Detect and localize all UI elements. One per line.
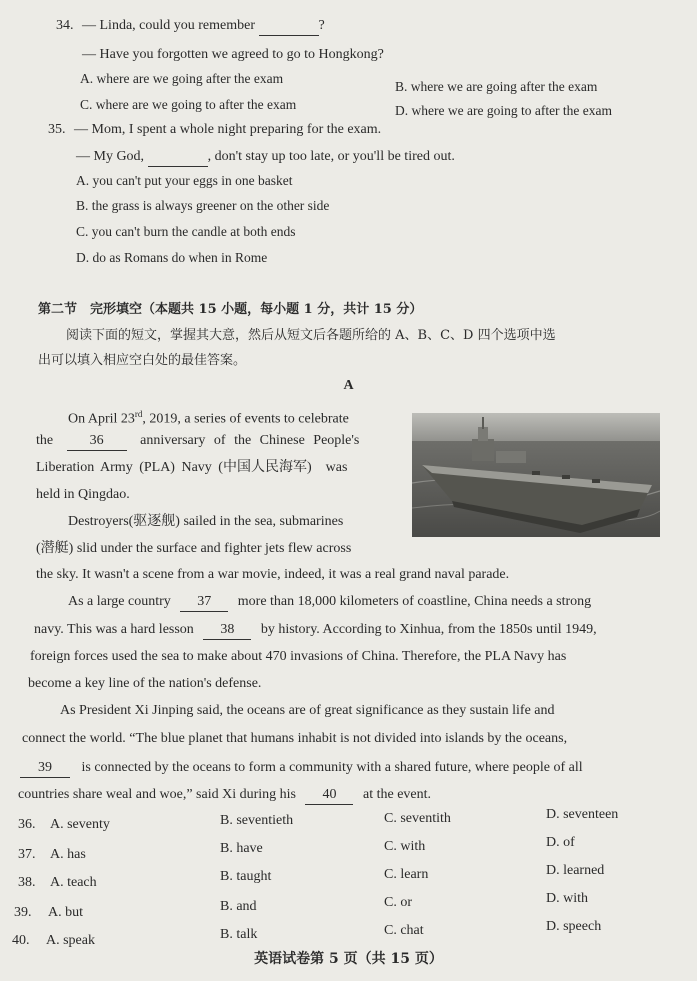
choice-d: D. of bbox=[546, 835, 575, 850]
q35-option-c: C. you can't burn the candle at both ends bbox=[76, 224, 296, 239]
choice-b: B. have bbox=[220, 841, 263, 856]
choice-d: D. speech bbox=[546, 919, 602, 934]
passage-line-3: Liberation Army (PLA) Navy (中国人民海军) was bbox=[36, 460, 348, 475]
q34-option-b: B. where we are going after the exam bbox=[395, 79, 598, 94]
choice-c: C. seventith bbox=[384, 811, 451, 826]
passage-line-14 bbox=[20, 759, 583, 778]
q34-line1 bbox=[82, 17, 325, 36]
passage-line-12: As President Xi Jinping said, the oceans are of great significance as they sustain life and bbox=[60, 703, 555, 718]
q35-number: 35. bbox=[48, 122, 66, 137]
choice-b: B. talk bbox=[220, 927, 258, 942]
choice-number: 40. bbox=[12, 933, 30, 948]
passage-line-8-rest: more than 18,000 kilometers of coastline, China needs a strong bbox=[237, 594, 592, 609]
passage-label: A bbox=[343, 378, 354, 393]
aircraft-carrier-image bbox=[412, 413, 660, 537]
choice-row-36 bbox=[0, 807, 697, 836]
q35-line1: — Mom, I spent a whole night preparing for the exam. bbox=[74, 122, 382, 137]
blank-39: 39 bbox=[20, 759, 70, 778]
choice-c: C. with bbox=[384, 839, 426, 854]
choice-number: 39. bbox=[14, 905, 32, 920]
q34-blank-end: ? bbox=[318, 18, 325, 33]
choice-a: A. but bbox=[48, 905, 83, 920]
choice-b: B. taught bbox=[220, 869, 272, 884]
passage-line-15 bbox=[18, 786, 431, 805]
q35-prompt: — My God, bbox=[76, 149, 145, 164]
passage-line-2-start: the bbox=[36, 433, 54, 448]
aircraft-carrier-photo bbox=[412, 413, 660, 537]
blank-37: 37 bbox=[180, 593, 228, 612]
choice-number: 37. bbox=[18, 847, 36, 862]
section-title: 第二节 完形填空（本题共 15 小题，每小题 1 分，共计 15 分） bbox=[38, 302, 423, 317]
passage-line-7: the sky. It wasn't a scene from a war movie, indeed, it was a real grand naval parade. bbox=[36, 567, 510, 582]
choice-number: 36. bbox=[18, 817, 36, 832]
q34-number: 34. bbox=[56, 18, 74, 33]
passage-line-2 bbox=[36, 432, 359, 451]
choice-c: C. learn bbox=[384, 867, 429, 882]
choice-a: A. speak bbox=[46, 933, 95, 948]
q34-blank bbox=[259, 17, 319, 36]
choice-b: B. seventieth bbox=[220, 813, 294, 828]
passage-line-8-start: As a large country bbox=[68, 594, 171, 609]
choice-b: B. and bbox=[220, 899, 257, 914]
q35-option-a: A. you can't put your eggs in one basket bbox=[76, 173, 293, 188]
choice-c: C. chat bbox=[384, 923, 424, 938]
q34-prompt: — Linda, could you remember bbox=[82, 18, 256, 33]
passage-line-15-rest: at the event. bbox=[362, 787, 432, 802]
choice-a: A. has bbox=[50, 847, 86, 862]
passage-line-9-rest: by history. According to Xinhua, from the 1850s until 1949, bbox=[260, 622, 597, 637]
choice-a: A. seventy bbox=[50, 817, 110, 832]
passage-line-15-start: countries share weal and woe,” said Xi during his bbox=[18, 787, 296, 802]
date-superscript: rd bbox=[134, 409, 143, 419]
q35-option-d: D. do as Romans do when in Rome bbox=[76, 250, 268, 265]
passage-line-6: (潜艇) slid under the surface and fighter jets flew across bbox=[36, 541, 352, 556]
passage-line-9-start: navy. This was a hard lesson bbox=[34, 622, 194, 637]
blank-40: 40 bbox=[305, 786, 353, 805]
passage-line-10: foreign forces used the sea to make about 470 invasions of China. Therefore, the PLA Navy has bbox=[30, 649, 567, 664]
passage-line-5: Destroyers(驱逐舰) sailed in the sea, submarines bbox=[68, 514, 344, 529]
q35-option-b: B. the grass is always greener on the other side bbox=[76, 198, 330, 213]
passage-line-1 bbox=[68, 405, 349, 429]
choice-d: D. seventeen bbox=[546, 807, 619, 822]
section-instruction-2: 出可以填入相应空白处的最佳答案。 bbox=[38, 353, 247, 368]
choice-d: D. learned bbox=[546, 863, 605, 878]
passage-line-8 bbox=[68, 593, 591, 612]
choice-a: A. teach bbox=[50, 875, 97, 890]
choice-c: C. or bbox=[384, 895, 412, 910]
section-instruction-1: 阅读下面的短文，掌握其大意，然后从短文后各题所给的 A、B、C、D 四个选项中选 bbox=[66, 328, 556, 343]
choice-number: 38. bbox=[18, 875, 36, 890]
page-footer: 英语试卷第 5 页（共 15 页） bbox=[254, 951, 443, 967]
passage-line-1-rest: , 2019, a series of events to celebrate bbox=[142, 411, 349, 427]
blank-38: 38 bbox=[203, 621, 251, 640]
passage-line-2-rest: anniversary of the Chinese People's bbox=[140, 433, 360, 448]
blank-36: 36 bbox=[67, 432, 127, 451]
passage-line-13: connect the world. “The blue planet that humans inhabit is not divided into islands by the oceans, bbox=[22, 731, 568, 746]
choice-d: D. with bbox=[546, 891, 588, 906]
q35-line2 bbox=[76, 148, 455, 167]
passage-line-11: become a key line of the nation's defense. bbox=[28, 676, 262, 691]
passage-line-14-rest: is connected by the oceans to form a community with a shared future, where people of all bbox=[81, 760, 583, 775]
q35-prompt-end: , don't stay up too late, or you'll be tired out. bbox=[207, 149, 455, 164]
passage-line-4: held in Qingdao. bbox=[36, 487, 130, 502]
q34-option-d: D. where we are going to after the exam bbox=[395, 103, 613, 118]
q35-blank bbox=[148, 148, 208, 167]
passage-line-9 bbox=[34, 621, 597, 640]
date-text: On April 23 bbox=[68, 411, 135, 427]
q34-option-c: C. where are we going to after the exam bbox=[80, 97, 297, 112]
choice-row-38 bbox=[0, 863, 697, 894]
q34-option-a: A. where are we going after the exam bbox=[80, 71, 284, 86]
q34-line2: — Have you forgotten we agreed to go to Hongkong? bbox=[82, 47, 384, 62]
